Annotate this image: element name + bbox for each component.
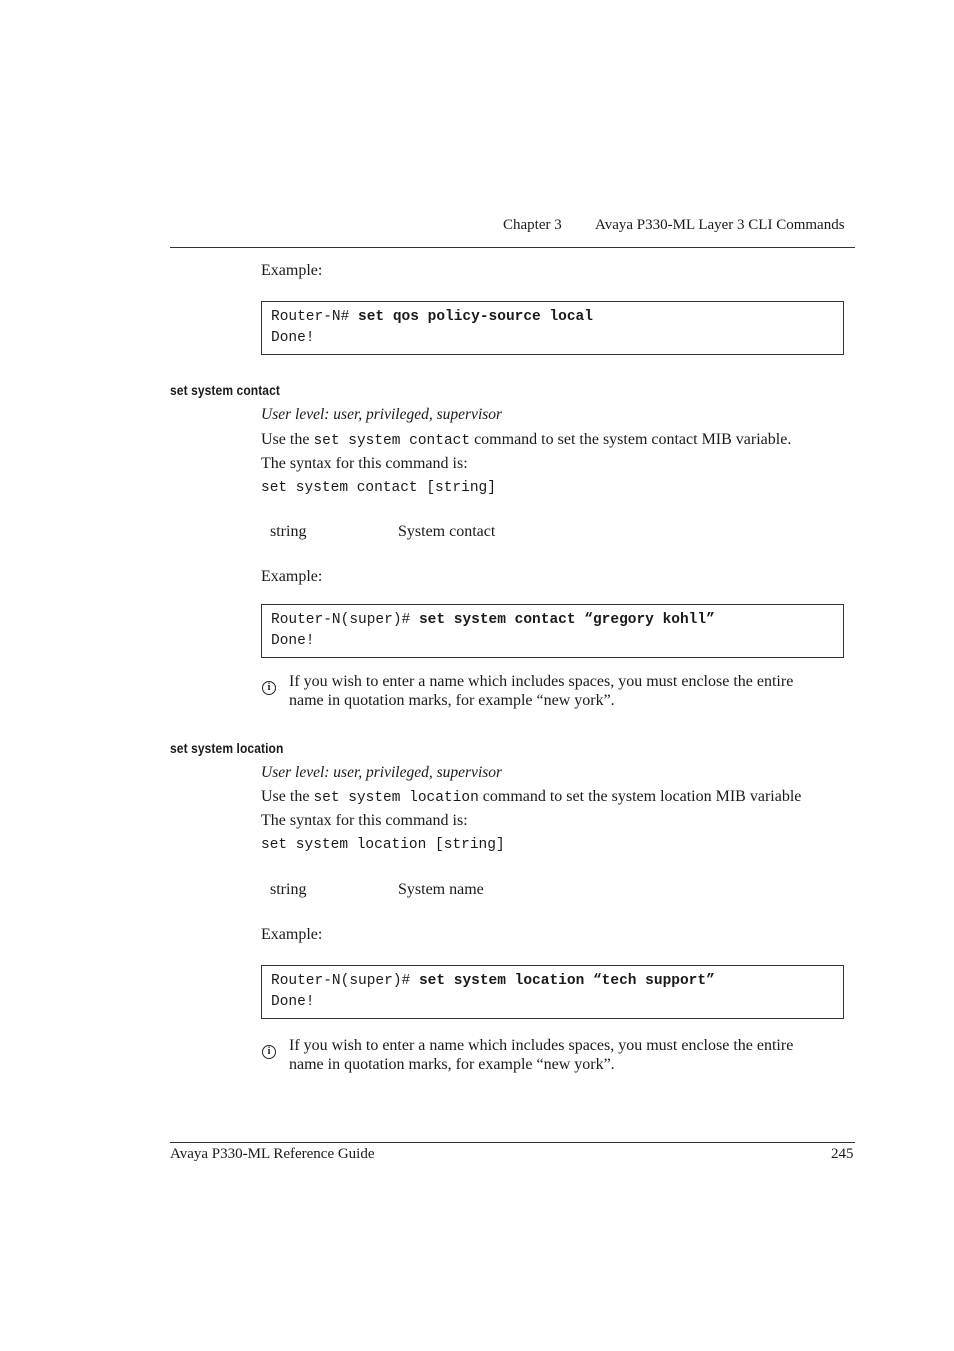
footer-rule — [170, 1142, 855, 1143]
code-prompt: Router-N(super)# — [271, 612, 419, 628]
header-rule — [170, 247, 855, 248]
code-command: set system contact “gregory kohll” — [418, 612, 715, 628]
inline-command: set system location — [313, 790, 479, 806]
code-command: set system location “tech support” — [418, 973, 715, 989]
section-heading-location: set system location — [170, 740, 284, 756]
code-command: set qos policy-source local — [358, 309, 593, 325]
page-number: 245 — [831, 1146, 854, 1162]
code-prompt: Router-N(super)# — [271, 973, 419, 989]
header-title: Avaya P330-ML Layer 3 CLI Commands — [595, 217, 845, 233]
param-name-contact: string — [270, 523, 307, 540]
code-example-contact — [261, 604, 844, 658]
info-icon: i — [262, 1039, 276, 1059]
param-desc-contact: System contact — [398, 523, 496, 540]
description-pre: Use the — [261, 431, 314, 448]
note-line1-location: If you wish to enter a name which includes spaces, you must enclose the entire — [289, 1037, 794, 1054]
example-label-location: Example: — [261, 926, 323, 943]
user-level-contact: User level: user, privileged, supervisor — [261, 406, 503, 423]
inline-command: set system contact — [313, 433, 471, 449]
example-label-contact: Example: — [261, 568, 323, 585]
footer-guide-title: Avaya P330-ML Reference Guide — [170, 1146, 375, 1162]
code-line-command — [271, 610, 834, 631]
note-line2-contact: name in quotation marks, for example “new york”. — [289, 692, 615, 709]
description-pre: Use the — [261, 788, 314, 805]
header-chapter: Chapter 3 — [503, 217, 562, 233]
info-icon: i — [262, 675, 276, 695]
syntax-location: set system location [string] — [261, 837, 505, 853]
description-post: command to set the system contact MIB variable. — [470, 431, 792, 448]
param-name-location: string — [270, 881, 307, 898]
param-desc-location: System name — [398, 881, 484, 898]
description-contact — [261, 430, 791, 452]
code-line-command — [271, 971, 834, 992]
code-output: Done! — [271, 330, 315, 346]
code-output: Done! — [271, 633, 315, 649]
syntax-intro-location: The syntax for this command is: — [261, 812, 468, 829]
section-heading-contact: set system contact — [170, 382, 280, 398]
note-line2-location: name in quotation marks, for example “new york”. — [289, 1056, 615, 1073]
code-example-location — [261, 965, 844, 1019]
example-label: Example: — [261, 262, 323, 279]
code-prompt: Router-N# — [271, 309, 359, 325]
note-line1-contact: If you wish to enter a name which includes spaces, you must enclose the entire — [289, 673, 794, 690]
syntax-contact: set system contact [string] — [261, 480, 496, 496]
syntax-intro-contact: The syntax for this command is: — [261, 455, 468, 472]
code-output: Done! — [271, 994, 315, 1010]
user-level-location: User level: user, privileged, supervisor — [261, 764, 503, 781]
description-post: command to set the system location MIB variable — [478, 788, 802, 805]
code-line-command — [271, 307, 834, 328]
description-location — [261, 787, 801, 809]
code-example-qos — [261, 301, 844, 355]
